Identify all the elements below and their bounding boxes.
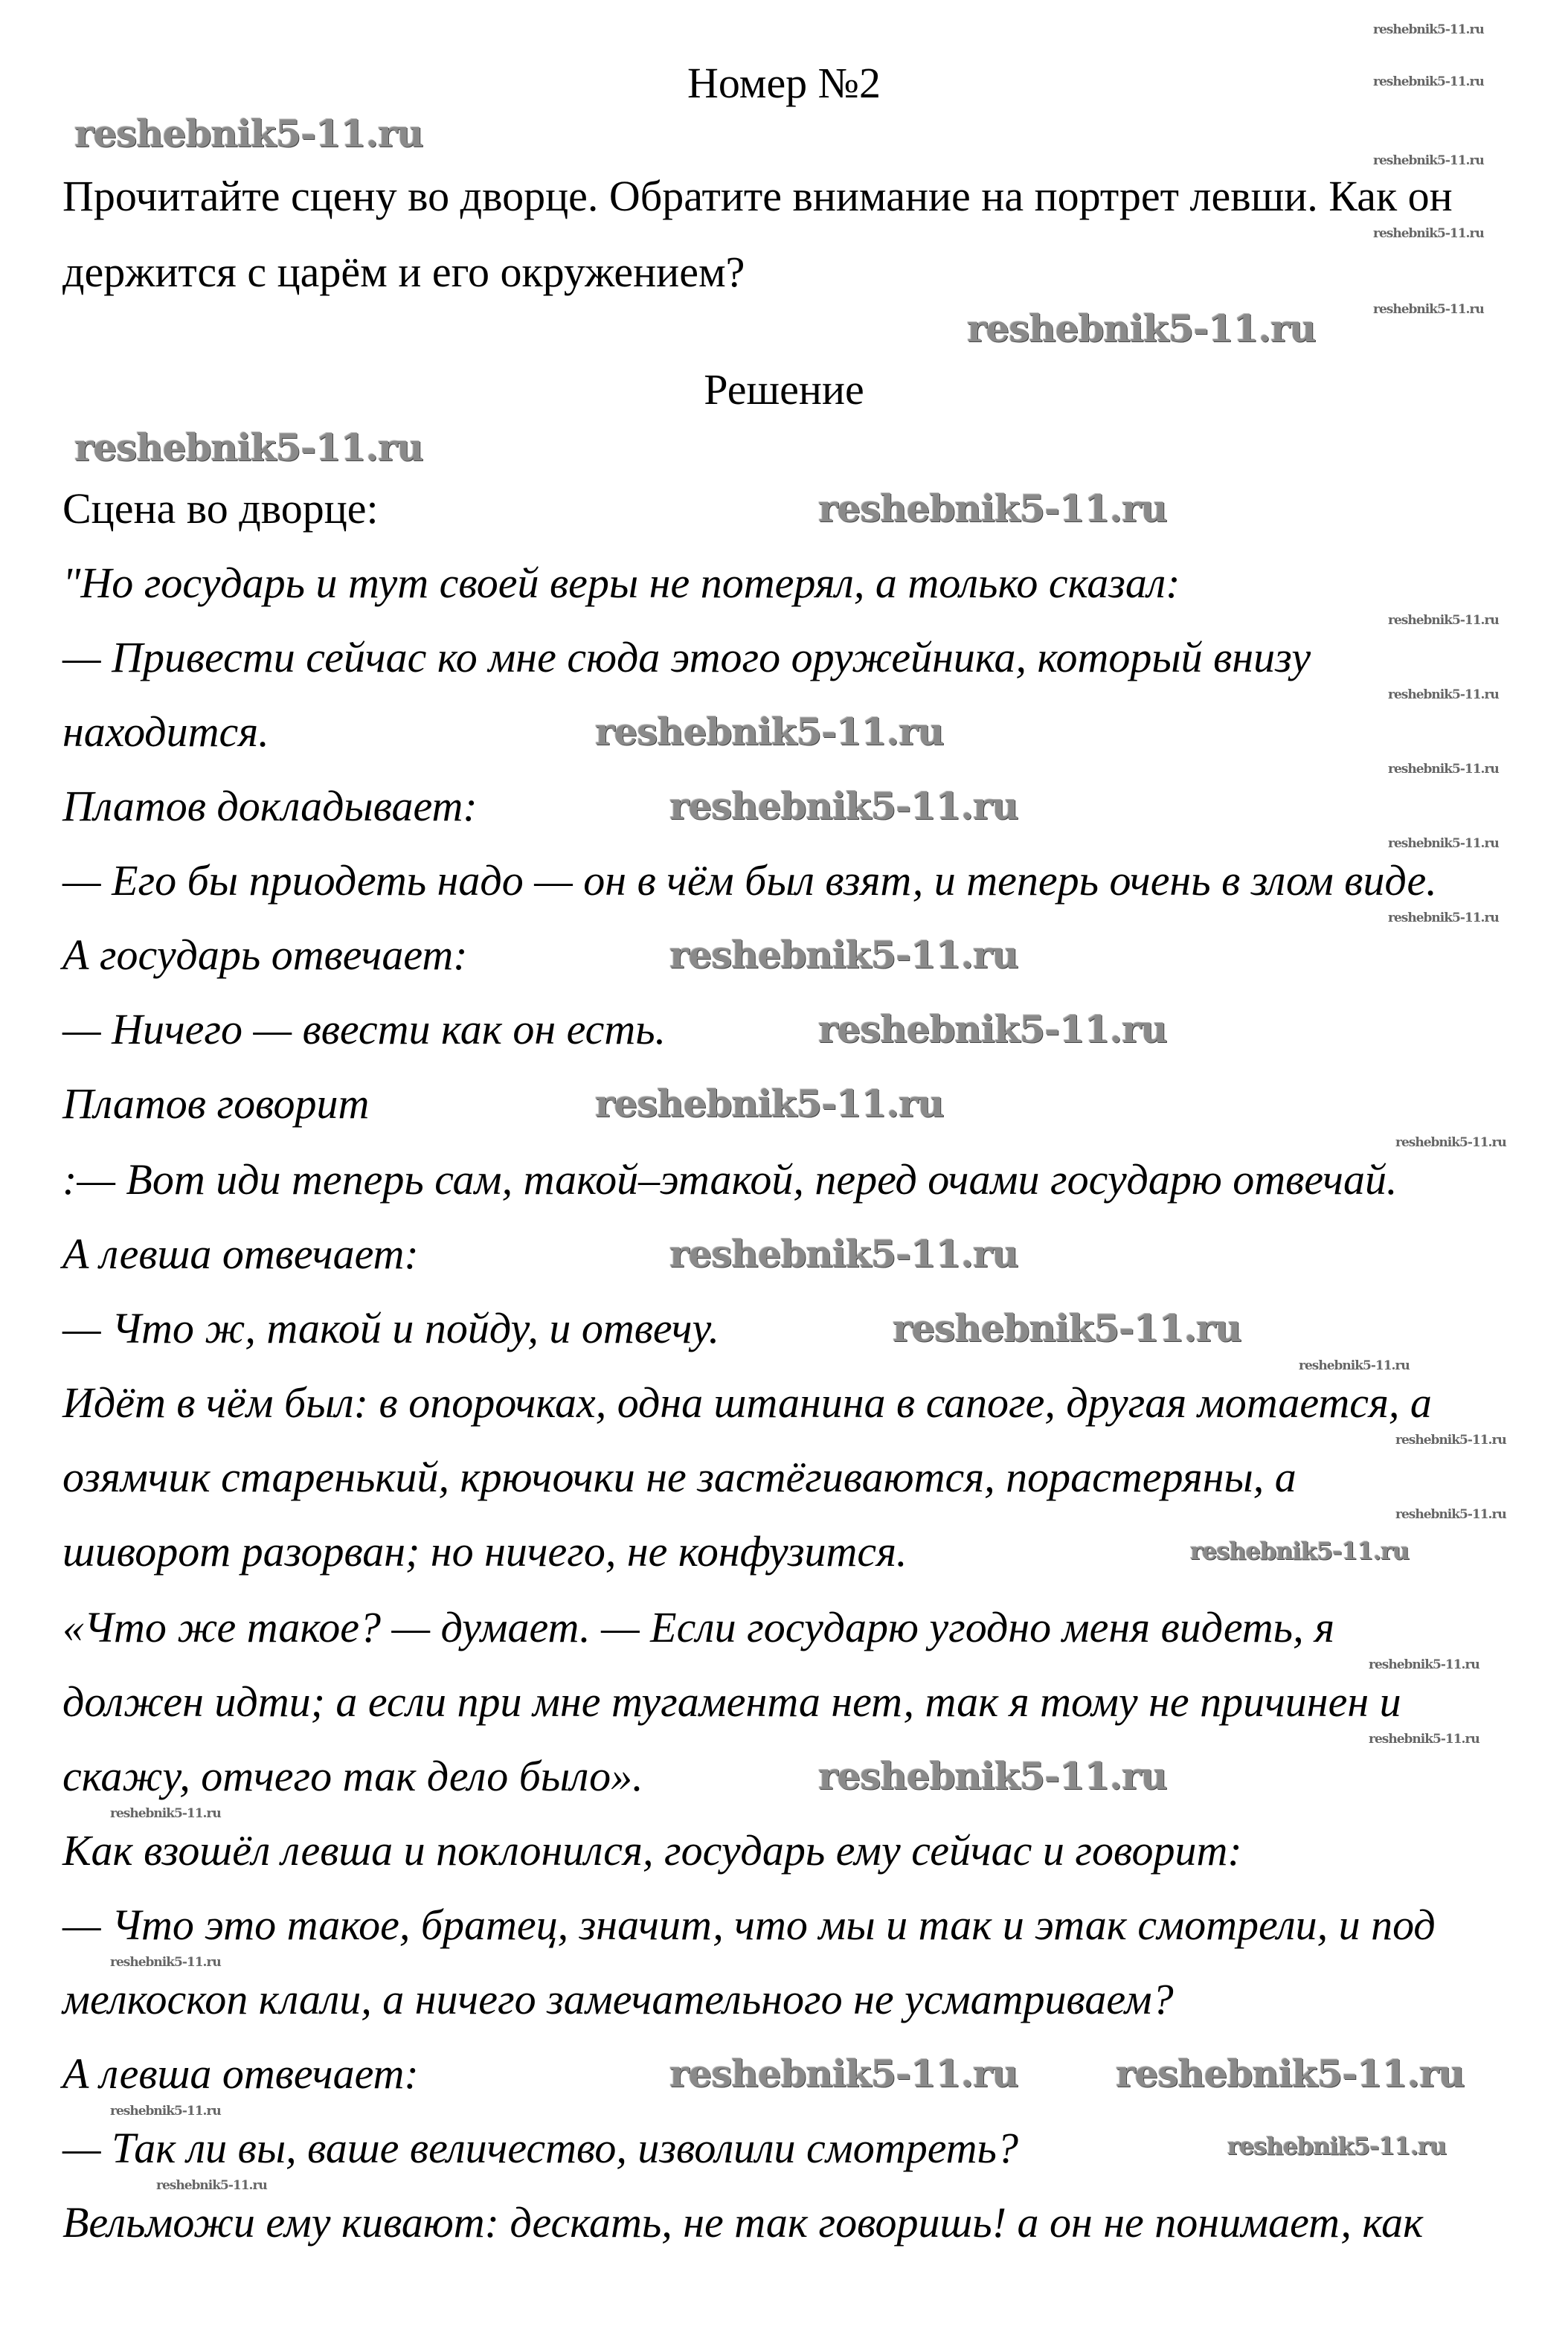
watermark: reshebnik5-11.ru	[1373, 22, 1484, 37]
scene-line: Платов говорит	[62, 1079, 370, 1128]
watermark: reshebnik5-11.ru	[1190, 1537, 1410, 1565]
watermark: reshebnik5-11.ru	[893, 1306, 1241, 1350]
watermark: reshebnik5-11.ru	[1395, 1433, 1506, 1448]
scene-line: А государь отвечает:	[62, 931, 468, 979]
question-line-2: держится с царём и его окружением?	[62, 248, 745, 296]
scene-line: «Что же такое? — думает. — Если государю угодно меня видеть, я	[62, 1603, 1335, 1651]
watermark: reshebnik5-11.ru	[669, 784, 1018, 828]
scene-line: А левша отвечает:	[62, 1230, 419, 1278]
scene-line: Платов докладывает:	[62, 782, 478, 830]
watermark: reshebnik5-11.ru	[110, 1806, 221, 1821]
scene-line: — Ничего — ввести как он есть.	[62, 1005, 666, 1053]
scene-line: Идёт в чём был: в опорочках, одна штанина в сапоге, другая мотается, а	[62, 1378, 1432, 1427]
scene-line: — Его бы приодеть надо — он в чём был взят, и теперь очень в злом виде.	[62, 856, 1437, 905]
watermark: reshebnik5-11.ru	[1369, 1657, 1479, 1672]
watermark: reshebnik5-11.ru	[110, 1955, 221, 1970]
scene-line: "Но государь и тут своей веры не потерял, а только сказал:	[62, 559, 1180, 607]
watermark: reshebnik5-11.ru	[669, 1232, 1018, 1276]
scene-line: находится.	[62, 707, 269, 756]
watermark: reshebnik5-11.ru	[1373, 226, 1484, 241]
watermark: reshebnik5-11.ru	[1388, 613, 1499, 628]
watermark: reshebnik5-11.ru	[74, 426, 423, 469]
scene-line: мелкоскоп клали, а ничего замечательного не усматриваем?	[62, 1975, 1174, 2023]
scene-line: — Так ли вы, ваше величество, изволили смотреть?	[62, 2124, 1018, 2172]
watermark: reshebnik5-11.ru	[967, 306, 1316, 350]
watermark: reshebnik5-11.ru	[1369, 1732, 1479, 1747]
watermark: reshebnik5-11.ru	[1116, 2052, 1465, 2096]
watermark: reshebnik5-11.ru	[818, 1007, 1167, 1051]
watermark: reshebnik5-11.ru	[1388, 836, 1499, 851]
scene-line: должен идти; а если при мне тугамента нет, так я тому не причинен и	[62, 1677, 1401, 1726]
watermark: reshebnik5-11.ru	[74, 112, 423, 155]
watermark: reshebnik5-11.ru	[818, 1754, 1167, 1798]
solution-heading: Решение	[704, 365, 864, 414]
scene-line: Как взошёл левша и поклонился, государь ему сейчас и говорит:	[62, 1826, 1242, 1875]
scene-line: А левша отвечает:	[62, 2049, 419, 2098]
watermark: reshebnik5-11.ru	[1388, 762, 1499, 777]
watermark: reshebnik5-11.ru	[595, 710, 944, 754]
watermark: reshebnik5-11.ru	[110, 2104, 221, 2119]
scene-line: — Привести сейчас ко мне сюда этого оружейника, который внизу	[62, 633, 1311, 681]
watermark: reshebnik5-11.ru	[1373, 153, 1484, 168]
watermark: reshebnik5-11.ru	[1373, 74, 1484, 89]
scene-line: шиворот разорван; но ничего, не конфузится.	[62, 1527, 907, 1576]
scene-line: — Что это такое, братец, значит, что мы и так и этак смотрели, и под	[62, 1901, 1436, 1949]
scene-line: озямчик старенький, крючочки не застёгиваются, порастеряны, а	[62, 1453, 1297, 1501]
page-title: Номер №2	[687, 59, 881, 107]
watermark: reshebnik5-11.ru	[669, 933, 1018, 977]
watermark: reshebnik5-11.ru	[1388, 687, 1499, 702]
watermark: reshebnik5-11.ru	[1227, 2132, 1447, 2160]
watermark: reshebnik5-11.ru	[1395, 1507, 1506, 1522]
question-line-1: Прочитайте сцену во дворце. Обратите внимание на портрет левши. Как он	[62, 172, 1453, 220]
scene-line: Вельможи ему кивают: дескать, не так говоришь! а он не понимает, как	[62, 2198, 1424, 2247]
scene-line: :— Вот иди теперь сам, такой–этакой, перед очами государю отвечай.	[62, 1155, 1398, 1204]
watermark: reshebnik5-11.ru	[1388, 911, 1499, 925]
watermark: reshebnik5-11.ru	[1395, 1135, 1506, 1150]
watermark: reshebnik5-11.ru	[818, 486, 1167, 530]
watermark: reshebnik5-11.ru	[1299, 1358, 1410, 1373]
watermark: reshebnik5-11.ru	[1373, 302, 1484, 317]
watermark: reshebnik5-11.ru	[669, 2052, 1018, 2096]
scene-label: Сцена во дворце:	[62, 484, 379, 533]
scene-line: — Что ж, такой и пойду, и отвечу.	[62, 1304, 720, 1352]
watermark: reshebnik5-11.ru	[156, 2178, 267, 2193]
scene-line: скажу, отчего так дело было».	[62, 1752, 643, 1800]
watermark: reshebnik5-11.ru	[595, 1082, 944, 1125]
